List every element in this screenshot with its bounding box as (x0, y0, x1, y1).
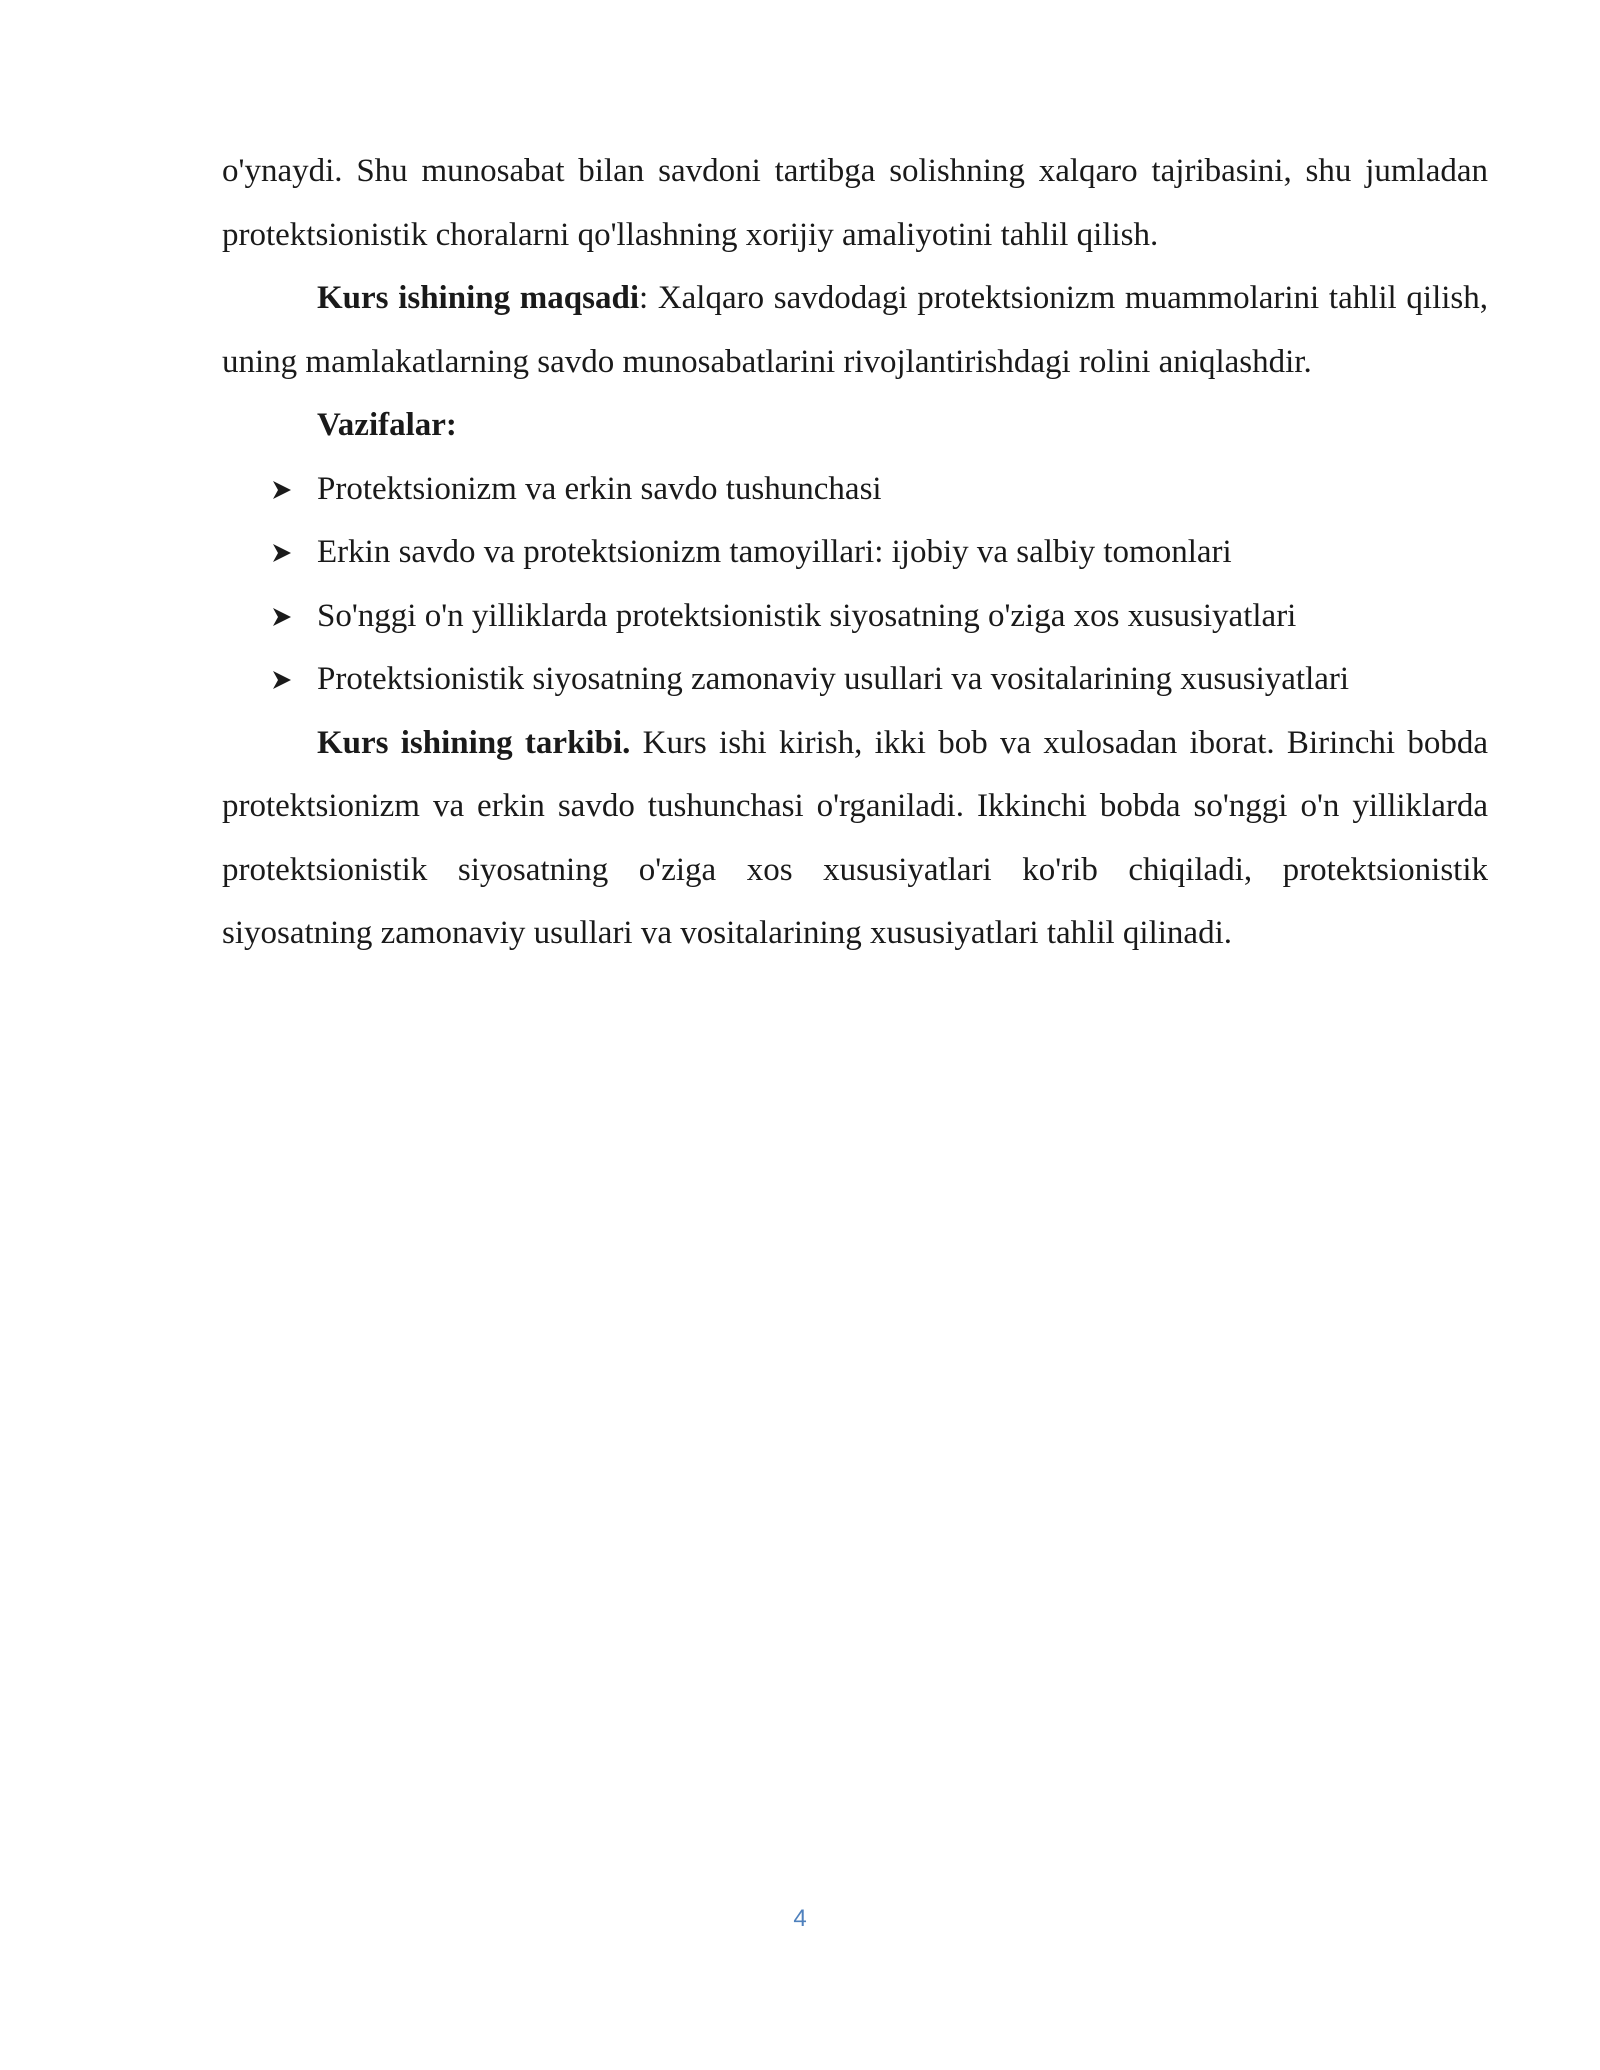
arrowhead-bullet-icon (272, 607, 292, 627)
structure-paragraph (222, 712, 1488, 966)
goal-label: Kurs ishining maqsadi (317, 280, 639, 316)
goal-paragraph (222, 267, 1488, 394)
tasks-list (222, 458, 1488, 712)
goal-text: : Xalqaro savdodagi protektsionizm muammolarini tahlil qilish, uning mamlakatlarning savdo munosabatlarini rivojlantirishdagi rolini aniqlashdir. (222, 280, 1488, 380)
task-text: Erkin savdo va protektsionizm tamoyillari: ijobiy va salbiy tomonlari (317, 534, 1232, 570)
intro-continuation-paragraph: o'ynaydi. Shu munosabat bilan savdoni tartibga solishning xalqaro tajribasini, shu jumladan protektsionistik choralarni qo'llashning xorijiy amaliyotini tahlil qilish. (222, 153, 1488, 253)
task-text: Protektsionistik siyosatning zamonaviy usullari va vositalarining xususiyatlari (317, 661, 1350, 697)
arrowhead-bullet-icon (272, 543, 292, 563)
list-item (222, 521, 1488, 585)
document-page (222, 140, 1488, 966)
structure-text: Kurs ishi kirish, ikki bob va xulosadan iborat. Birinchi bobda protektsionizm va erkin savdo tushunchasi o'rganiladi. Ikkinchi bobda so'nggi o'n yilliklarda protektsionistik siyosatning o'ziga xos xususiyatlari ko'rib chiqiladi, protektsionistik siyosatning zamonaviy usullari va vositalarining xususiyatlari tahlil qilinadi. (222, 724, 1488, 951)
structure-label: Kurs ishining tarkibi. (317, 724, 631, 761)
arrowhead-bullet-icon (272, 670, 292, 690)
list-item (222, 458, 1488, 522)
task-text: So'nggi o'n yilliklarda protektsionistik siyosatning o'ziga xos xususiyatlari (317, 597, 1297, 634)
tasks-heading: Vazifalar: (317, 407, 457, 443)
arrowhead-bullet-icon (272, 480, 292, 500)
list-item (222, 585, 1488, 649)
page-number: 4 (793, 1905, 807, 1932)
task-text: Protektsionizm va erkin savdo tushunchasi (317, 470, 882, 507)
list-item (222, 648, 1488, 712)
